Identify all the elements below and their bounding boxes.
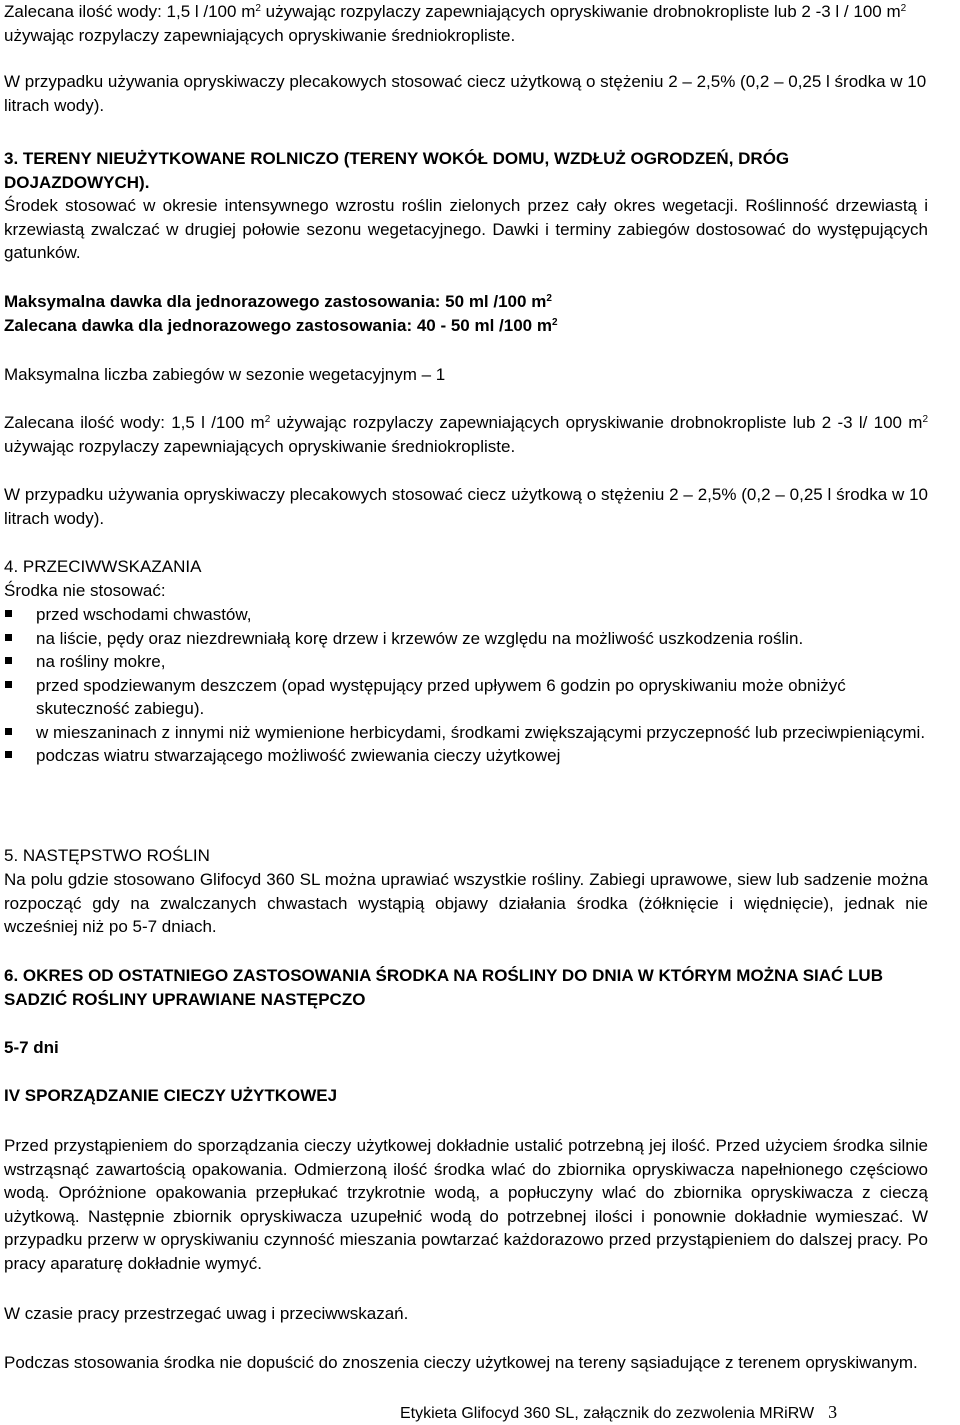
section-6-heading: 6. OKRES OD OSTATNIEGO ZASTOSOWANIA ŚRODKA NA ROŚLINY DO DNIA W KTÓRYM MOŻNA SIAĆ LUB SADZIĆ ROŚLINY UPRAWIANE NASTĘPCZO [4, 966, 883, 1009]
section-5-heading: 5. NASTĘPSTWO ROŚLIN [4, 846, 210, 865]
section-3-water-paragraph: Zalecana ilość wody: 1,5 l /100 $m^2$ używając rozpylaczy zapewniających opryskiwanie drobnokropliste lub 2 -3 l/ 100 $m^2$ używając rozpylaczy zapewniających opryskiwanie średniokropliste. [4, 413, 929, 456]
section-3-body: Środek stosować w okresie intensywnego wzrostu roślin zielonych przez cały okres wegetacji. Roślinność drzewiastą i krzewiastą zwalczać w drugiej połowie sezonu wegetacyjnego. Dawki i terminy zabiegów dostosować do występujących gatunków. [4, 196, 928, 262]
recommended-dose-line: Zalecana dawka dla jednorazowego zastosowania: 40 - 50 ml /100 $m^2$ [4, 316, 558, 335]
top-knapsack-paragraph: W przypadku używania opryskiwaczy plecakowych stosować ciecz użytkową o stężeniu 2 – 2,5% (0,2 – 0,25 l środka w 10 litrach wody). [4, 72, 927, 115]
page-number: 3 [828, 1402, 838, 1422]
bullet-square-icon [5, 634, 12, 641]
bullet-square-icon [5, 681, 12, 688]
list-item: podczas wiatru stwarzającego możliwość zwiewania cieczy użytkowej [4, 744, 928, 768]
top-block [4, 0, 928, 47]
bullet-square-icon [5, 657, 12, 664]
bullet-square-icon [5, 728, 12, 735]
max-treatments-line: Maksymalna liczba zabiegów w sezonie wegetacyjnym – 1 [4, 365, 446, 384]
section-3-heading: 3. TERENY NIEUŻYTKOWANE ROLNICZO (TERENY WOKÓŁ DOMU, WZDŁUŻ OGRODZEŃ, DRÓG DOJAZDOWYCH). [4, 149, 790, 192]
section-iv-heading: IV SPORZĄDZANIE CIECZY UŻYTKOWEJ [4, 1086, 338, 1105]
section-4-heading: 4. PRZECIWWSKAZANIA [4, 557, 202, 576]
bullet-square-icon [5, 751, 12, 758]
section-3-knapsack-paragraph: W przypadku używania opryskiwaczy plecakowych stosować ciecz użytkową o stężeniu 2 – 2,5% (0,2 – 0,25 l środka w 10 litrach wody). [4, 485, 928, 528]
bullet-square-icon [5, 610, 12, 617]
max-dose-line: Maksymalna dawka dla jednorazowego zastosowania: 50 ml /100 $m^2$ [4, 292, 552, 311]
top-water-paragraph: Zalecana ilość wody: 1,5 l /100 $m^2$ używając rozpylaczy zapewniających opryskiwanie drobnokropliste lub 2 -3 l / 100 $m^2$ używając rozpylaczy zapewniających opryskiwanie średniokropliste. [4, 2, 907, 45]
list-item: przed spodziewanym deszczem (opad występujący przed upływem 6 godzin po opryskiwaniu może obniżyć skuteczność zabiegu). [4, 674, 928, 721]
section-6-value: 5-7 dni [4, 1038, 59, 1057]
contraindications-list [4, 603, 928, 768]
section-iv-body: Przed przystąpieniem do sporządzania cieczy użytkowej dokładnie ustalić potrzebną jej ilość. Przed użyciem środka silnie wstrząsnąć zawartością opakowania. Odmierzoną ilość środka wlać do zbiornika opryskiwacza napełnionego częściowo wodą. Opróżnione opakowania przepłukać trzykrotnie wodą, a popłuczyny wlać do zbiornika opryskiwacza z cieczą użytkową. Następnie zbiornik opryskiwacza uzupełnić wodą do potrzebnej ilości i ponownie dokładnie wymieszać. W przypadku przerw w opryskiwaniu czynność mieszania powtarzać każdorazowo przed przystąpieniem do dalszej pracy. Po pracy aparaturę dokładnie wymyć. [4, 1136, 928, 1273]
section-iv-warning: W czasie pracy przestrzegać uwag i przeciwwskazań. [4, 1304, 409, 1323]
list-item: w mieszaninach z innymi niż wymienione herbicydami, środkami zwiększającymi przyczepność lub przeciwpieniącymi. [4, 721, 928, 745]
section-4-intro: Środka nie stosować: [4, 581, 166, 600]
page-footer [400, 1402, 928, 1424]
footer-text: Etykieta Glifocyd 360 SL, załącznik do zezwolenia MRiRW [400, 1405, 815, 1422]
list-item: przed wschodami chwastów, [4, 603, 928, 627]
list-item: na rośliny mokre, [4, 650, 928, 674]
list-item: na liście, pędy oraz niezdrewniałą korę drzew i krzewów ze względu na możliwość uszkodzenia roślin. [4, 627, 928, 651]
section-5-body: Na polu gdzie stosowano Glifocyd 360 SL można uprawiać wszystkie rośliny. Zabiegi uprawowe, siew lub sadzenie można rozpocząć gdy na zwalczanych chwastach wystąpią objawy działania środka (żółknięcie i więdnięcie), jednak nie wcześniej niż po 5-7 dniach. [4, 870, 928, 936]
top-water-label: Zalecana ilość wody [4, 2, 158, 21]
section-iv-drift: Podczas stosowania środka nie dopuścić do znoszenia cieczy użytkowej na tereny sąsiadujące z terenem opryskiwanym. [4, 1353, 918, 1372]
